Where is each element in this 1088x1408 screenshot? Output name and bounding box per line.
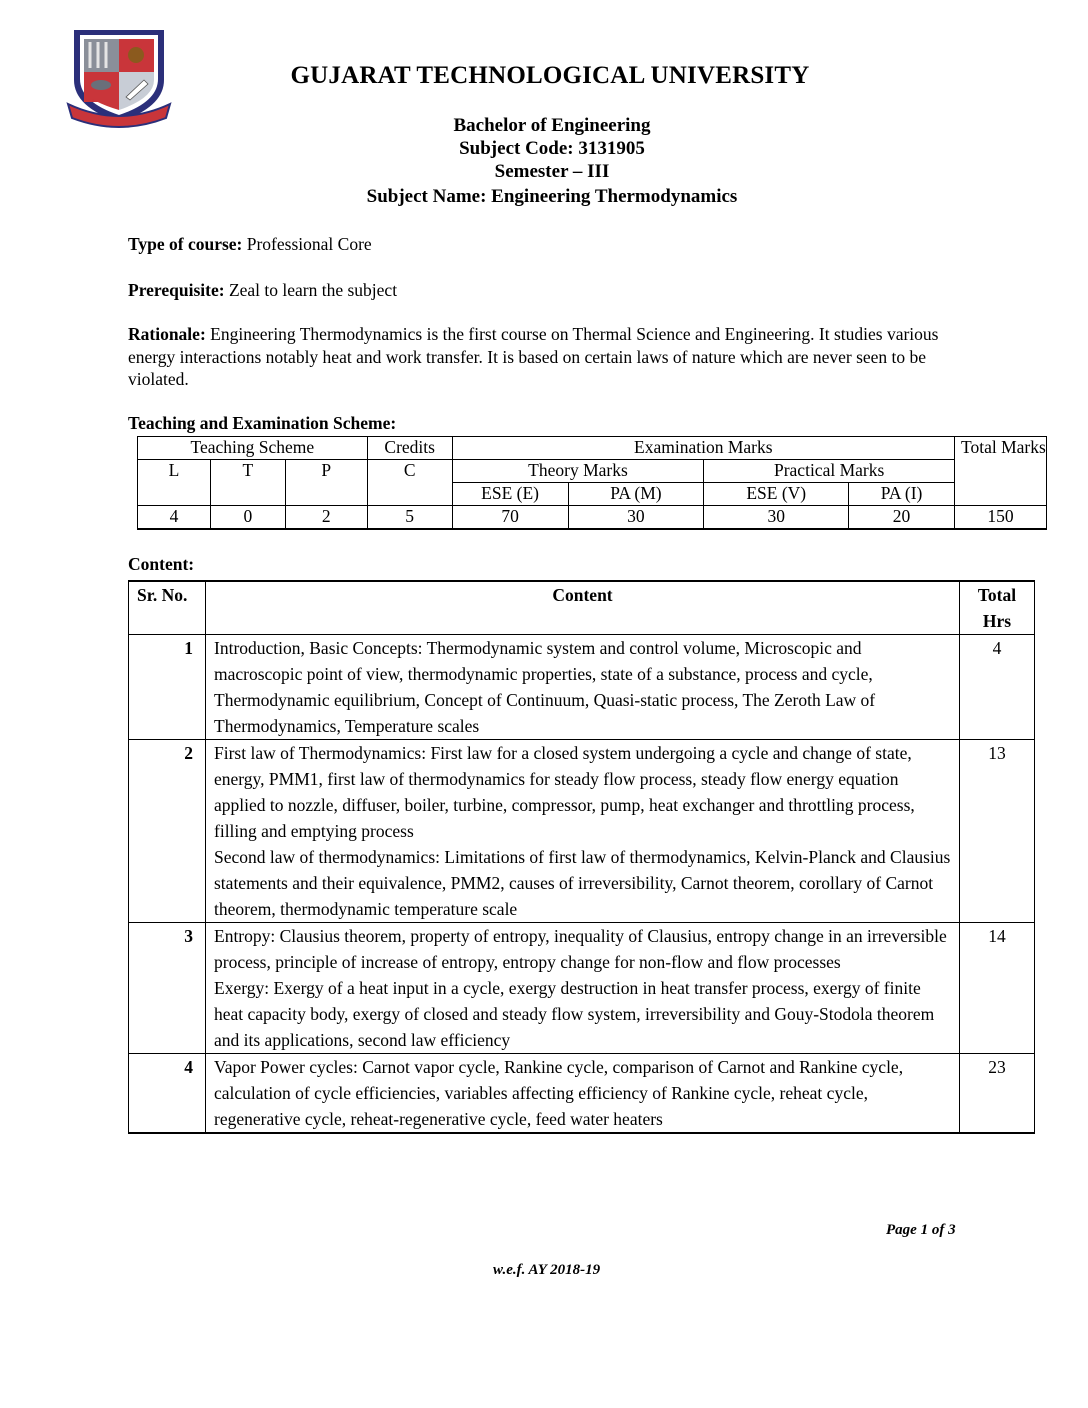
- table-row: [129, 740, 1035, 923]
- value-C: 5: [367, 506, 452, 530]
- practical-marks-header: Practical Marks: [704, 460, 955, 483]
- rationale: [128, 323, 988, 391]
- value-pa-m: 30: [568, 506, 704, 530]
- table-row: [129, 923, 1035, 1054]
- rationale-value: Engineering Thermodynamics is the first course on Thermal Science and Engineering. It studies various energy interactions notably heat and work transfer. It is based on certain laws of nature which are never seen to be violated.: [128, 324, 939, 389]
- row-content-line: Introduction, Basic Concepts: Thermodynamic system and control volume, Microscopic and macroscopic point of view, thermodynamic properties, state of a substance, process and cycle, Thermodynamic equilibrium, Concept of Continuum, Quasi-static process, The Zeroth Law of Thermodynamics, Temperature scales: [214, 638, 876, 736]
- prerequisite-label: Prerequisite:: [128, 280, 225, 300]
- col-L: L: [138, 460, 211, 506]
- subject-code: Subject Code: 3131905: [459, 138, 645, 159]
- row-content: [206, 1054, 960, 1134]
- table-row: [129, 1054, 1035, 1134]
- subject-name: Subject Name: Engineering Thermodynamics: [366, 186, 738, 207]
- scheme-heading: Teaching and Examination Scheme:: [128, 413, 397, 433]
- row-hrs: 14: [960, 923, 1035, 1054]
- content-heading: Content:: [128, 554, 195, 574]
- program-name: Bachelor of Engineering: [453, 115, 651, 136]
- row-hrs: 4: [960, 635, 1035, 740]
- course-type: [128, 233, 988, 256]
- content-header: Content: [206, 581, 960, 635]
- row-sr: 2: [129, 740, 206, 923]
- row-content-line: Exergy: Exergy of a heat input in a cycle, exergy destruction in heat transfer process, exergy of finite heat capacity body, exergy of closed and steady flow system, irreversibility and Gouy-Stodola theorem and its applications, second law efficiency: [214, 978, 935, 1050]
- total-hrs-header: Total Hrs: [960, 581, 1035, 635]
- teaching-scheme-header: Teaching Scheme: [138, 437, 368, 460]
- university-title: GUJARAT TECHNOLOGICAL UNIVERSITY: [290, 62, 810, 89]
- table-row: [129, 635, 1035, 740]
- total-marks-header: Total Marks: [954, 437, 1046, 506]
- exam-marks-header: Examination Marks: [452, 437, 954, 460]
- row-sr: 4: [129, 1054, 206, 1134]
- rationale-label: Rationale:: [128, 324, 206, 344]
- value-pa-i: 20: [849, 506, 955, 530]
- row-hrs: 23: [960, 1054, 1035, 1134]
- ese-e-header: ESE (E): [452, 483, 568, 506]
- value-L: 4: [138, 506, 211, 530]
- pa-m-header: PA (M): [568, 483, 704, 506]
- value-ese-v: 30: [704, 506, 849, 530]
- col-T: T: [210, 460, 285, 506]
- prerequisite-value: Zeal to learn the subject: [228, 280, 398, 300]
- row-hrs: 13: [960, 740, 1035, 923]
- scheme-table: [137, 436, 1047, 530]
- col-C: C: [367, 460, 452, 506]
- value-total: 150: [954, 506, 1046, 530]
- row-content: [206, 740, 960, 923]
- row-content: [206, 923, 960, 1054]
- content-table: [128, 580, 1035, 1134]
- pa-i-header: PA (I): [849, 483, 955, 506]
- value-T: 0: [210, 506, 285, 530]
- row-content-line: First law of Thermodynamics: First law for a closed system undergoing a cycle and change of state, energy, PMM1, first law of thermodynamics for steady flow process, steady flow energy equation applied to nozzle, diffuser, boiler, turbine, compressor, pump, heat exchanger and throttling process, filling and emptying process: [214, 743, 915, 841]
- col-P: P: [285, 460, 367, 506]
- row-content-line: Entropy: Clausius theorem, property of entropy, inequality of Clausius, entropy change in an irreversible process, principle of increase of entropy, entropy change for non-flow and flow processes: [214, 926, 947, 972]
- row-content: [206, 635, 960, 740]
- page-number: Page 1 of 3: [886, 1222, 956, 1238]
- course-type-value: Professional Core: [246, 234, 372, 254]
- ese-v-header: ESE (V): [704, 483, 849, 506]
- row-sr: 1: [129, 635, 206, 740]
- wef-note: w.e.f. AY 2018-19: [493, 1262, 601, 1278]
- credits-header: Credits: [367, 437, 452, 460]
- semester: Semester – III: [494, 161, 610, 182]
- prerequisite: [128, 279, 988, 302]
- row-content-line: Vapor Power cycles: Carnot vapor cycle, Rankine cycle, comparison of Carnot and Rankine cycle, calculation of cycle efficiencies, variables affecting efficiency of Rankine cycle, reheat cycle, regenerative cycle, reheat-regenerative cycle, feed water heaters: [214, 1057, 904, 1129]
- value-P: 2: [285, 506, 367, 530]
- sr-no-header: Sr. No.: [129, 581, 206, 635]
- row-content-line: Second law of thermodynamics: Limitations of first law of thermodynamics, Kelvin-Planck and Clausius statements and their equivalence, PMM2, causes of irreversibility, Carnot theorem, corollary of Carnot theorem, thermodynamic temperature scale: [214, 847, 951, 919]
- content-header-row: [129, 581, 1035, 635]
- row-sr: 3: [129, 923, 206, 1054]
- value-ese-e: 70: [452, 506, 568, 530]
- course-type-label: Type of course:: [128, 234, 243, 254]
- theory-marks-header: Theory Marks: [452, 460, 704, 483]
